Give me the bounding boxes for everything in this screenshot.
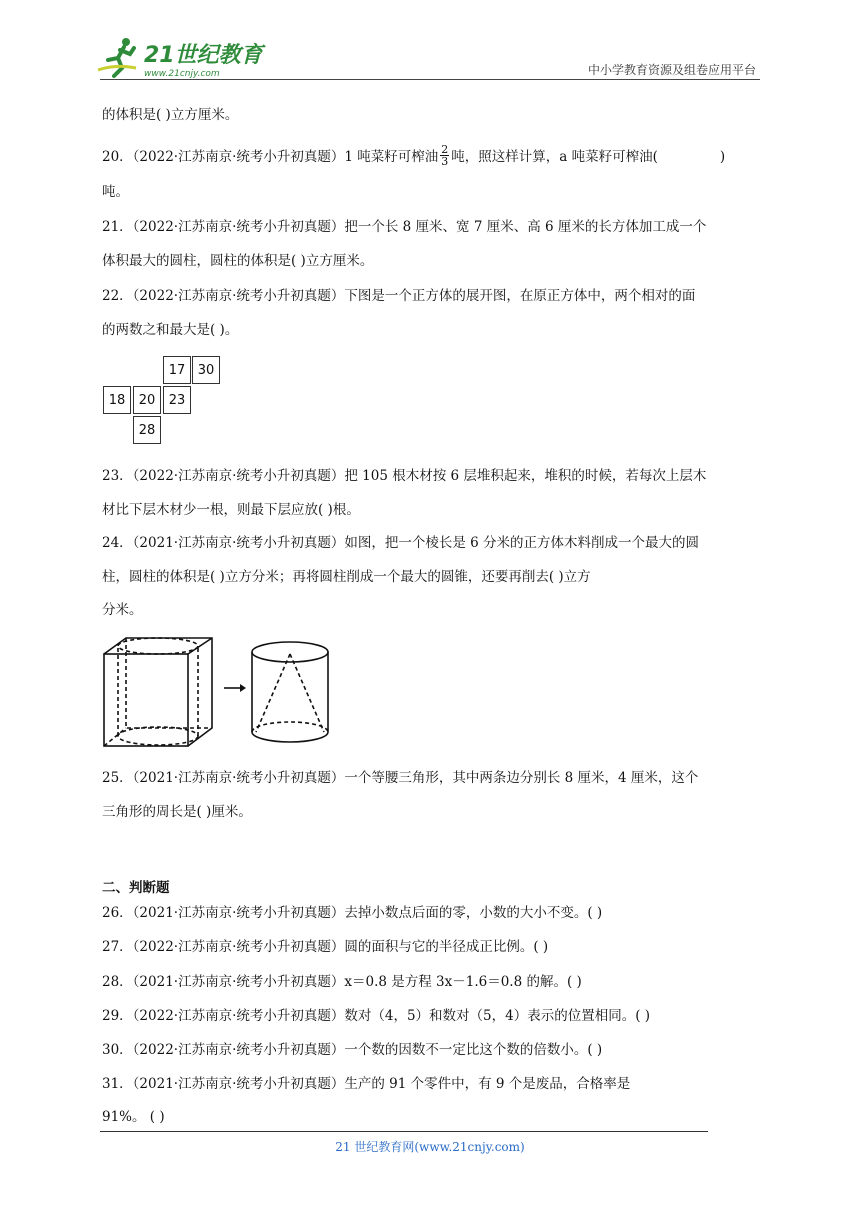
q20-text-b: 吨，照这样计算，a 吨菜籽可榨油( bbox=[451, 149, 658, 165]
logo-text: 21世纪教育 bbox=[144, 43, 263, 68]
q27: 27．（2022·江苏南京·统考小升初真题）圆的面积与它的半径成正比例。( ) bbox=[102, 939, 549, 955]
net-cell: 28 bbox=[133, 416, 161, 444]
cube-with-cylinder-drawing bbox=[104, 638, 212, 746]
q26: 26．（2021·江苏南京·统考小升初真题）去掉小数点后面的零，小数的大小不变。( ) bbox=[102, 905, 603, 921]
logo-url: www.21cnjy.com bbox=[144, 69, 220, 79]
net-cell: 20 bbox=[133, 386, 161, 414]
q21-line2: 体积最大的圆柱，圆柱的体积是( )立方厘米。 bbox=[102, 253, 374, 269]
fraction-two-thirds bbox=[440, 144, 449, 167]
cylinder-with-cone-drawing bbox=[252, 642, 328, 742]
q20-text-a: 20．（2022·江苏南京·统考小升初真题）1 吨菜籽可榨油 bbox=[102, 149, 439, 165]
q23-line2: 材比下层木材少一根，则最下层应放( )根。 bbox=[102, 502, 360, 518]
fraction-numerator: 2 bbox=[441, 143, 449, 156]
net-cell: 18 bbox=[103, 386, 131, 414]
q29: 29．（2022·江苏南京·统考小升初真题）数对（4，5）和数对（5，4）表示的位置相同。( ) bbox=[102, 1008, 651, 1024]
net-cell: 23 bbox=[163, 386, 191, 414]
cube-cylinder-cone-figure bbox=[100, 636, 336, 750]
q20-line1 bbox=[102, 143, 726, 169]
arrow-right-icon bbox=[224, 684, 246, 692]
platform-name: 中小学教育资源及组卷应用平台 bbox=[587, 63, 756, 77]
net-cell: 17 bbox=[163, 356, 191, 384]
q24-line2: 柱，圆柱的体积是( )立方分米；再将圆柱削成一个最大的圆锥，还要再削去( )立方 bbox=[102, 569, 591, 585]
q22-line2: 的两数之和最大是( )。 bbox=[102, 322, 239, 338]
q20-line2: 吨。 bbox=[102, 184, 129, 200]
q20-text-c: ) bbox=[719, 149, 726, 165]
footer-divider bbox=[100, 1131, 708, 1132]
runner-icon bbox=[98, 38, 136, 76]
q30: 30．（2022·江苏南京·统考小升初真题）一个数的因数不一定比这个数的倍数小。( ) bbox=[102, 1042, 603, 1058]
q24-line3: 分米。 bbox=[102, 602, 143, 618]
section-title-judgement: 二、判断题 bbox=[102, 880, 170, 896]
footer-link[interactable]: 21 世纪教育网(www.21cnjy.com) bbox=[335, 1140, 525, 1154]
q19-tail: 的体积是( )立方厘米。 bbox=[102, 107, 239, 123]
cube-net-figure bbox=[103, 356, 223, 446]
q23-line1: 23．（2022·江苏南京·统考小升初真题）把 105 根木材按 6 层堆积起来，堆积的时候，若每次上层木 bbox=[102, 468, 707, 484]
site-logo bbox=[96, 34, 266, 82]
fraction-denominator: 3 bbox=[441, 155, 449, 168]
header-divider bbox=[100, 79, 760, 80]
q21-line1: 21．（2022·江苏南京·统考小升初真题）把一个长 8 厘米、宽 7 厘米、高 6 厘米的长方体加工成一个 bbox=[102, 219, 707, 235]
q22-line1: 22．（2022·江苏南京·统考小升初真题）下图是一个正方体的展开图，在原正方体中，两个相对的面 bbox=[102, 288, 696, 304]
q25-line1: 25．（2021·江苏南京·统考小升初真题）一个等腰三角形，其中两条边分别长 8 厘米，4 厘米，这个 bbox=[102, 770, 699, 786]
q31-line2: 91%。 ( ) bbox=[102, 1109, 165, 1125]
q25-line2: 三角形的周长是( )厘米。 bbox=[102, 804, 252, 820]
q24-line1: 24．（2021·江苏南京·统考小升初真题）如图，把一个棱长是 6 分米的正方体木料削成一个最大的圆 bbox=[102, 535, 700, 551]
q28: 28．（2021·江苏南京·统考小升初真题）x＝0.8 是方程 3x－1.6＝0.8 的解。( ) bbox=[102, 974, 582, 990]
net-cell: 30 bbox=[192, 356, 220, 384]
q31-line1: 31．（2021·江苏南京·统考小升初真题）生产的 91 个零件中，有 9 个是废品，合格率是 bbox=[102, 1076, 631, 1092]
